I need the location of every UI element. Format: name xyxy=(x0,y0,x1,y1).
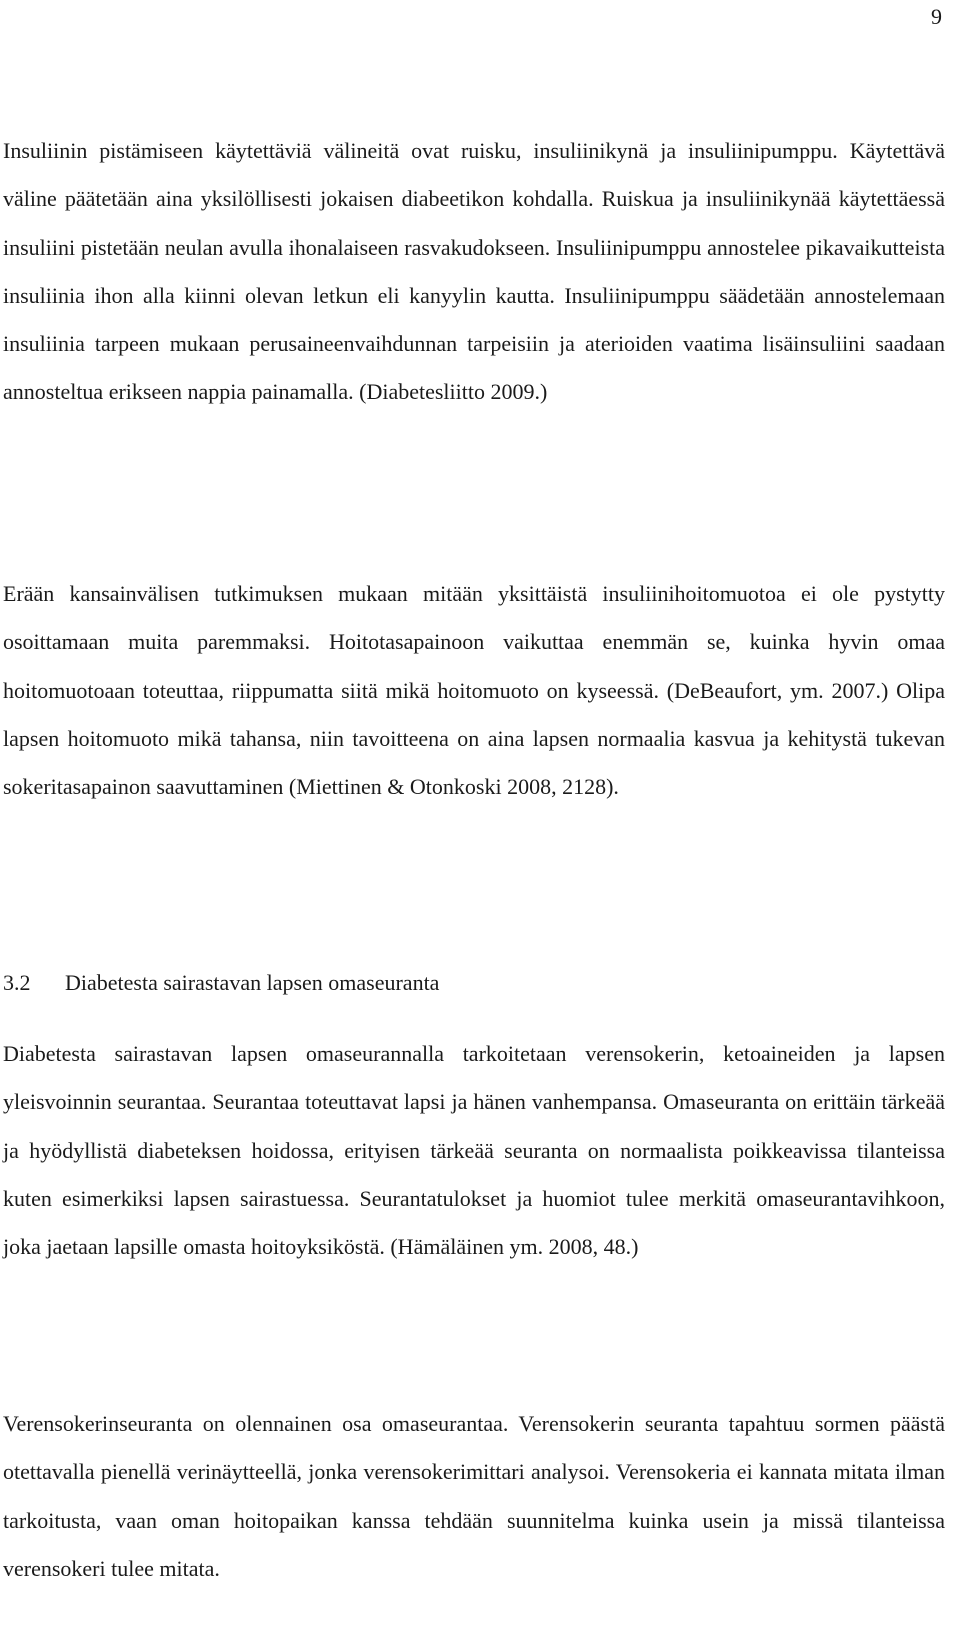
paragraph-self-monitoring: Diabetesta sairastavan lapsen omaseurannalla tarkoitetaan verensokerin, ketoaineiden ja lapsen yleisvoinnin seurantaa. Seurantaa toteuttavat lapsi ja hänen vanhempansa. Omaseuranta on erittäin tärkeää ja hyödyllistä diabeteksen hoidossa, erityisen tärkeää seuranta on normaalista poikkeavissa tilanteissa kuten esimerkiksi lapsen sairastuessa. Seurantatulokset ja huomiot tulee merkitä omaseurantavihkoon, joka jaetaan lapsille omasta hoitoyksiköstä. (Hämäläinen ym. 2008, 48.) xyxy=(3,1041,945,1260)
paragraph-treatment-forms: Erään kansainvälisen tutkimuksen mukaan mitään yksittäistä insuliinihoitomuotoa ei ole pystytty osoittamaan muita paremmaksi. Hoitotasapainoon vaikuttaa enemmän se, kuinka hyvin omaa hoitomuotoaan toteuttaa, riippumatta siitä mikä hoitomuoto on kyseessä. (DeBeaufort, ym. 2007.) Olipa lapsen hoitomuoto mikä tahansa, niin tavoitteena on aina lapsen normaalia kasvua ja kehitystä tukevan sokeritasapainon saavuttaminen (Miettinen & Otonkoski 2008, 2128). xyxy=(3,581,945,800)
section-heading xyxy=(3,968,439,998)
section-title: Diabetesta sairastavan lapsen omaseuranta xyxy=(65,970,440,995)
paragraph-insulin-devices: Insuliinin pistämiseen käytettäviä välineitä ovat ruisku, insuliinikynä ja insuliinipumppu. Käytettävä väline päätetään aina yksilöllisesti jokaisen diabeetikon kohdalla. Ruiskua ja insuliinikynää käytettäessä insuliini pistetään neulan avulla ihonalaiseen rasvakudokseen. Insuliinipumppu annostelee pikavaikutteista insuliinia ihon alla kiinni olevan letkun eli kanyylin kautta. Insuliinipumppu säädetään annostelemaan insuliinia tarpeen mukaan perusaineenvaihdunnan tarpeisiin ja aterioiden vaatima lisäinsuliini saadaan annosteltua erikseen nappia painamalla. (Diabetesliitto 2009.) xyxy=(3,138,945,405)
section-number: 3.2 xyxy=(3,970,31,995)
page-number: 9 xyxy=(931,4,942,29)
paragraph-blood-sugar-monitoring: Verensokerinseuranta on olennainen osa omaseurantaa. Verensokerin seuranta tapahtuu sormen päästä otettavalla pienellä verinäytteellä, jonka verensokerimittari analysoi. Verensokeria ei kannata mitata ilman tarkoitusta, vaan oman hoitopaikan kanssa tehdään suunnitelma kuinka usein ja missä tilanteissa verensokeri tulee mitata. xyxy=(3,1411,945,1581)
